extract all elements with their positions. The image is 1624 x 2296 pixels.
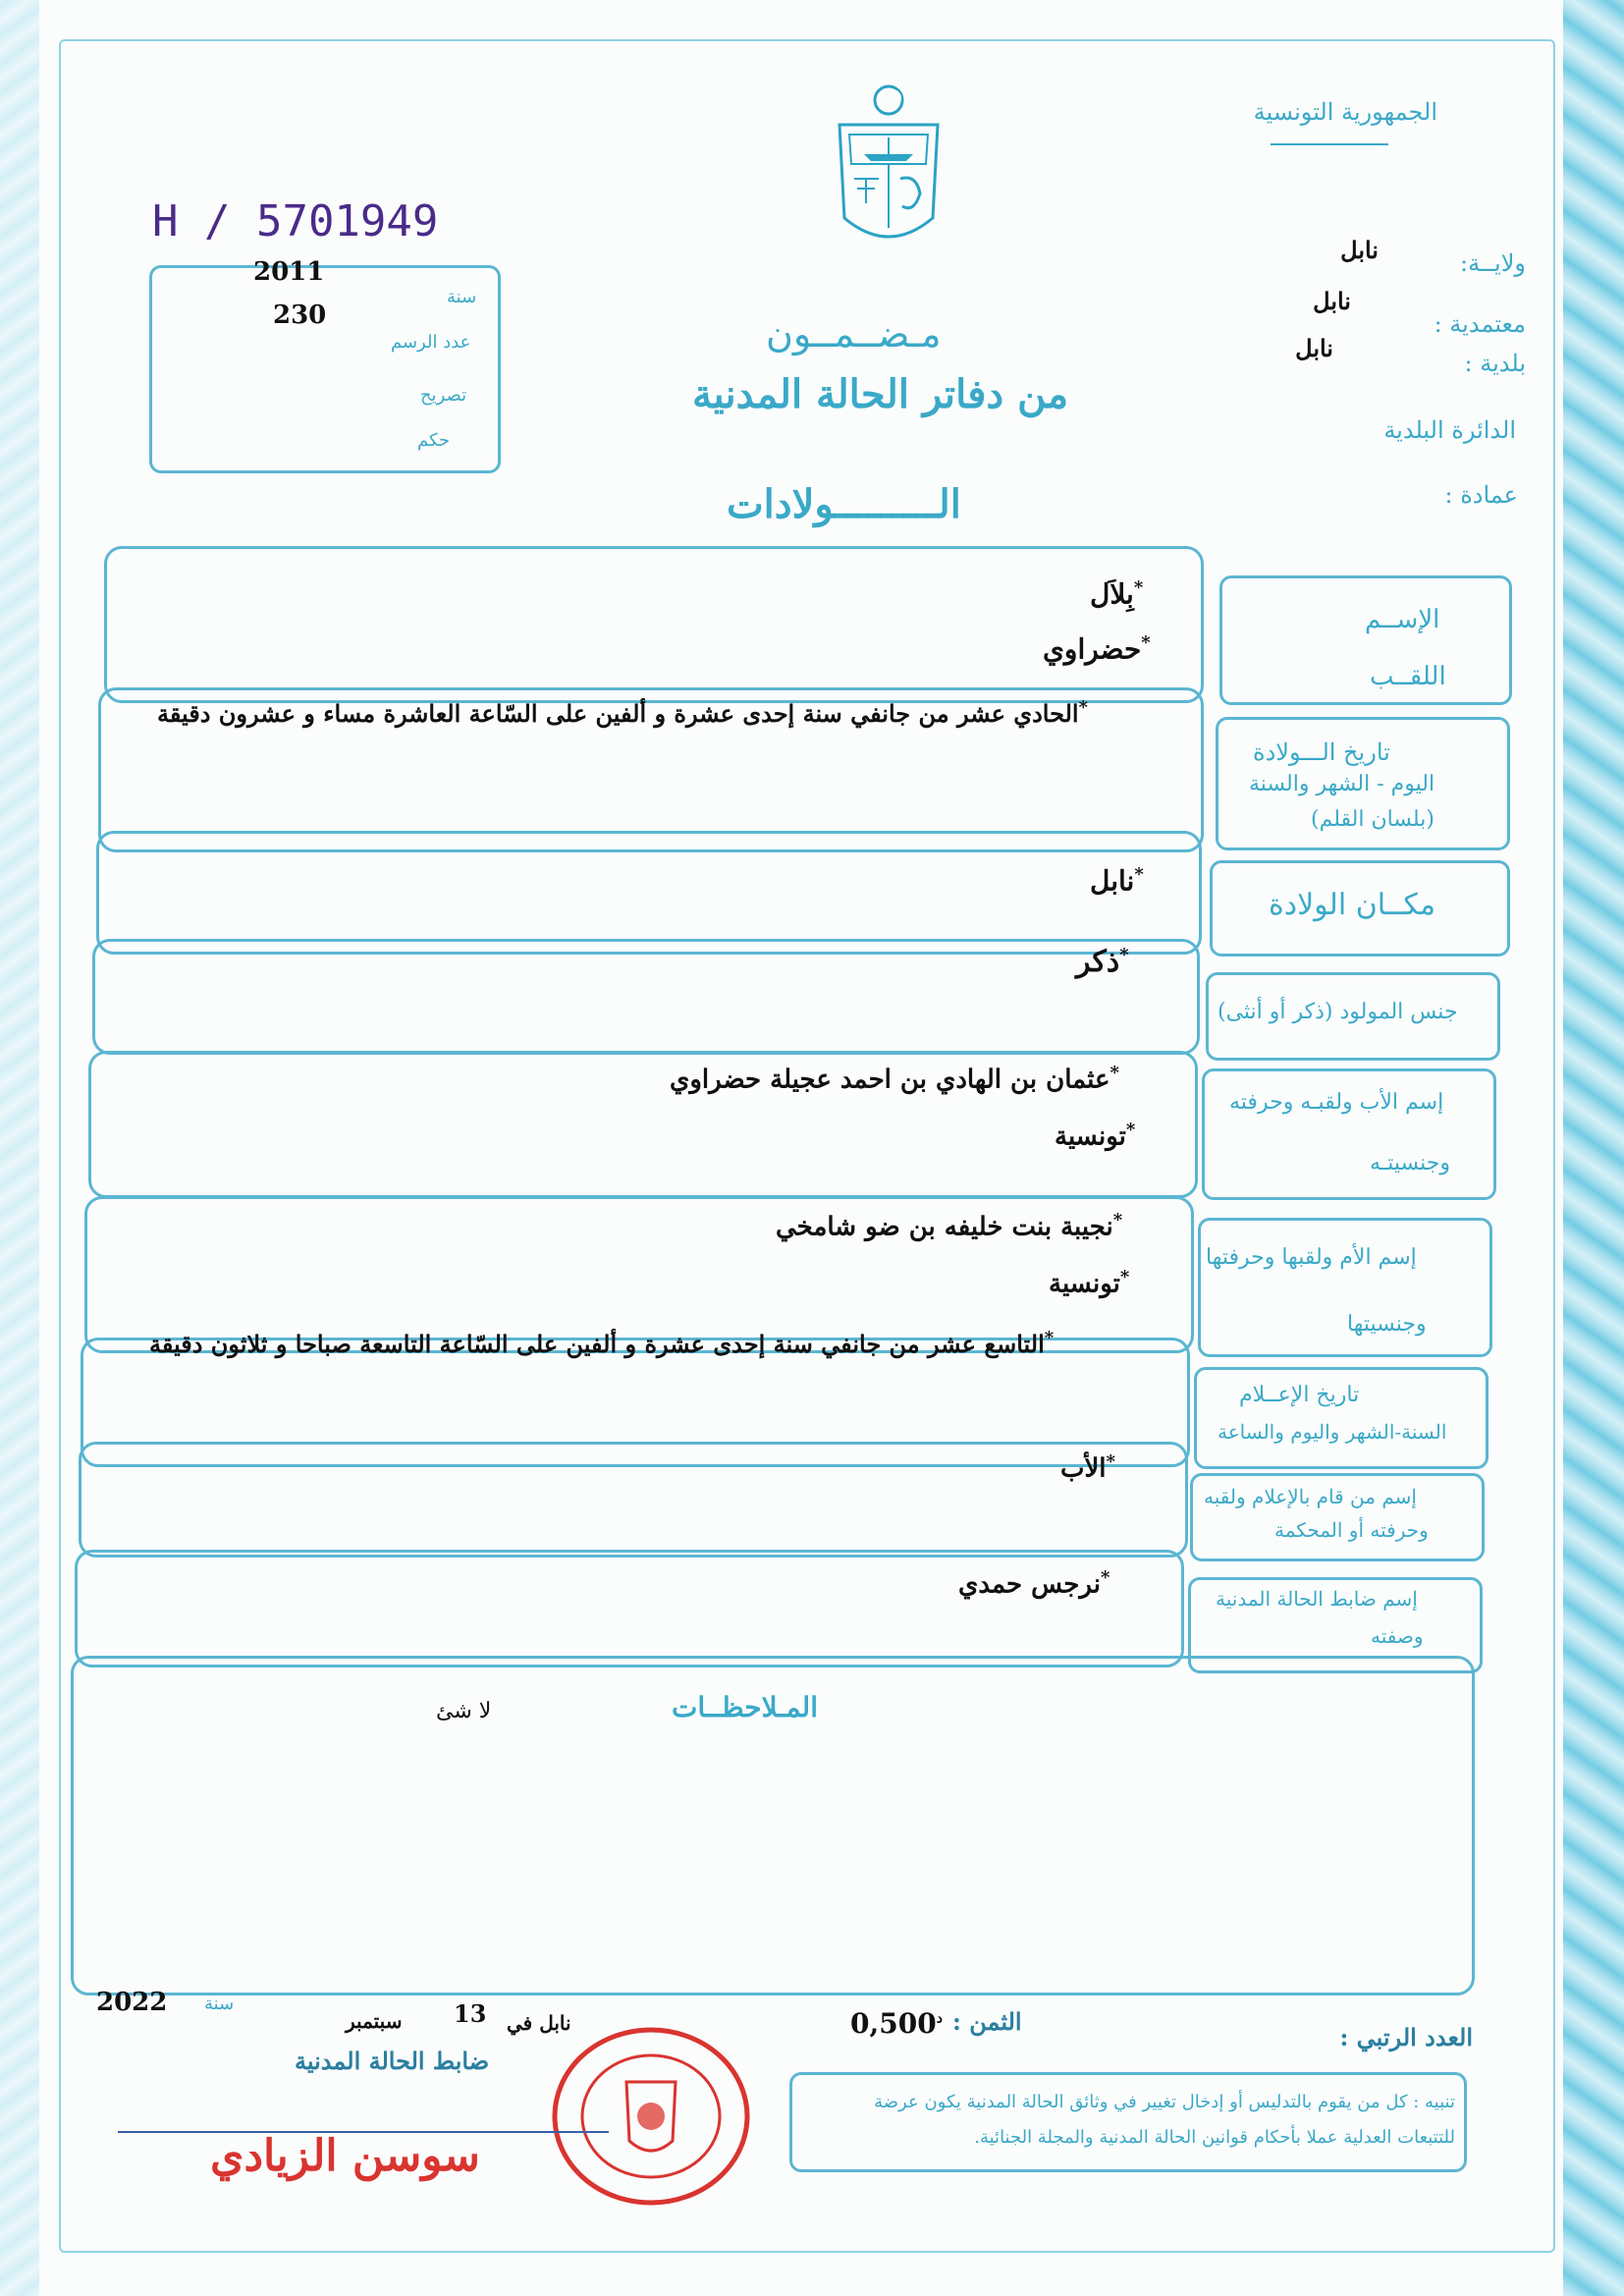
mother-value: *نجيبة بنت خليفه بن ضو شامخي (776, 1210, 1123, 1242)
birth-date-value: *الحادي عشر من جانفي سنة إحدى عشرة و ألفين على السّاعة العاشرة مساء و عشرون دقيقة (157, 697, 1088, 728)
surname-label: اللقــب (1370, 662, 1446, 691)
title-registers: من دفاتر الحالة المدنية (692, 371, 1068, 417)
coat-of-arms-emblem (830, 81, 947, 257)
republic-label: الجمهورية التونسية (1253, 98, 1437, 126)
father-label-box (1202, 1068, 1496, 1200)
officer-value: *نرجس حمدي (958, 1567, 1110, 1600)
warning-line-2: للتتبعات العدلية عملا بأحكام قوانين الحالة المدنية والمجلة الجنائية. (974, 2127, 1455, 2148)
birth-date-label-1: تاريخ الـــولادة (1253, 738, 1390, 766)
baladiya-label: بلدية : (1464, 350, 1526, 377)
notice-date-label-2: السنة-الشهر واليوم والساعة (1218, 1420, 1447, 1444)
title-births: الـــــــــولادات (727, 481, 961, 527)
officer-label-1: إسم ضابط الحالة المدنية (1216, 1587, 1418, 1611)
sex-value: *ذكر (1076, 945, 1129, 979)
price-label: الثمن : (952, 2007, 1022, 2036)
birth-date-label-2: اليوم - الشهر والسنة (1249, 772, 1435, 796)
birth-place-label: مكــان الولادة (1269, 888, 1436, 922)
mother-label-2: وجنسيتها (1347, 1312, 1427, 1337)
official-stamp (548, 2023, 754, 2210)
father-label-2: وجنسيتـه (1370, 1151, 1451, 1175)
wilaya-value: نابل (1340, 236, 1379, 264)
title-content: مـضــمــون (766, 312, 942, 355)
declarant-label-1: إسم من قام بالإعلام ولقبه (1204, 1485, 1417, 1508)
mother-label-box (1198, 1218, 1492, 1357)
name-value: *بِلاَل (1090, 577, 1144, 611)
daira-label: الدائرة البلدية (1383, 416, 1516, 444)
declarant-value: *الأب (1060, 1451, 1115, 1484)
sex-value-box (92, 939, 1200, 1055)
signature-name: سوسن الزيادي (210, 2131, 480, 2181)
officer-title: ضابط الحالة المدنية (295, 2047, 490, 2075)
record-year-value: 2011 (253, 257, 325, 287)
surname-value: *حضراوي (1043, 632, 1151, 666)
officer-label-2: وصفته (1371, 1624, 1424, 1648)
birth-date-label-3: (بلسان القلم) (1311, 807, 1435, 832)
year-label: سنة (204, 1994, 235, 2014)
sex-label: جنس المولود (ذكر أو أنثى) (1218, 1000, 1458, 1024)
mother-label-1: إسم الأم ولقبها وحرفتها (1206, 1245, 1417, 1270)
remarks-value: لا شئ (436, 1699, 492, 1723)
republic-underline (1271, 143, 1388, 145)
month-value: سبتمبر (346, 2009, 403, 2033)
baladiya-value: نابل (1295, 334, 1333, 362)
warning-line-1: تنبيه : كل من يقوم بالتدليس أو إدخال تغيير في وثائق الحالة المدنية يكون عرضة (874, 2092, 1455, 2112)
name-label-box (1219, 575, 1512, 705)
mootamadiya-label: معتمدية : (1434, 310, 1526, 338)
father-value: *عثمان بن الهادي بن احمد عجيلة حضراوي (670, 1063, 1119, 1095)
year-value: 2022 (96, 1988, 168, 2017)
right-security-border (1563, 0, 1624, 2296)
record-year-label: سنة (447, 287, 477, 307)
declarant-value-box (79, 1442, 1188, 1558)
left-security-border (0, 0, 39, 2296)
declarant-label-2: وحرفته أو المحكمة (1274, 1518, 1429, 1542)
mother-nationality: *تونسية (1049, 1267, 1130, 1299)
warning-box (789, 2072, 1467, 2172)
birth-place-value: *نابل (1090, 864, 1144, 898)
place-in: نابل في (507, 2011, 571, 2035)
record-number-label: عدد الرسم (391, 332, 471, 353)
notice-date-value: *التاسع عشر من جانفي سنة إحدى عشرة و ألفين على السّاعة التاسعة صباحا و ثلاثون دقيقة (149, 1328, 1055, 1358)
price-value: $0,500^د$ (850, 2007, 943, 2040)
wilaya-label: ولايــة: (1460, 249, 1526, 277)
father-label-1: إسم الأب ولقبـه وحرفته (1229, 1090, 1444, 1115)
mootamadiya-value: نابل (1313, 287, 1351, 315)
serial-number: H / 5701949 (152, 196, 439, 246)
record-number-value: 230 (273, 301, 327, 330)
father-nationality: *تونسية (1055, 1120, 1136, 1152)
birth-place-value-box (96, 831, 1202, 955)
day-value: 13 (454, 1999, 487, 2028)
omada-label: عمادة : (1444, 481, 1518, 509)
name-value-box (104, 546, 1204, 703)
declaration-label: تصريح (420, 385, 467, 406)
serial-order-label: العدد الرتبي : (1339, 2023, 1473, 2051)
name-label: الإســم (1365, 605, 1440, 634)
remarks-label: المـلاحظــات (672, 1691, 818, 1723)
notice-date-label-1: تاريخ الإعــلام (1239, 1383, 1360, 1407)
judgment-label: حكم (417, 430, 451, 451)
